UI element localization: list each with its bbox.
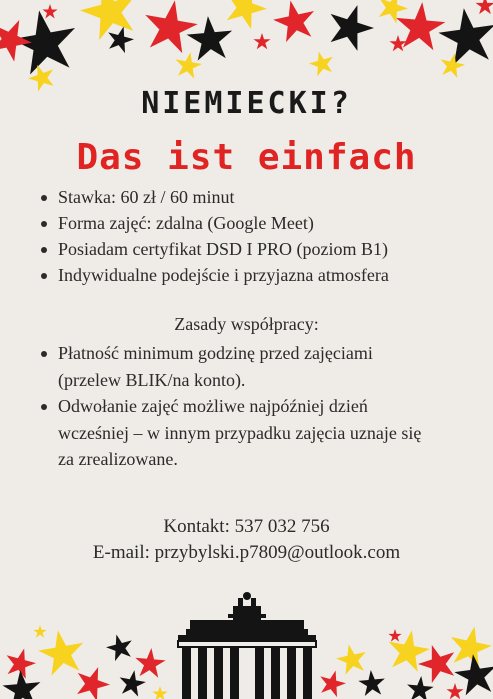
star-icon <box>104 631 136 662</box>
rules-list <box>37 340 421 473</box>
star-icon <box>134 647 167 678</box>
star-icon <box>173 50 204 80</box>
list-item <box>37 393 421 473</box>
star-icon <box>446 683 463 699</box>
star-icon <box>322 0 379 54</box>
contact-phone: Kontakt: 537 032 756 <box>163 516 330 537</box>
rule-line: (przelew BLIK/na konto). <box>58 369 246 390</box>
star-icon <box>389 35 406 51</box>
star-icon <box>219 0 272 32</box>
headline-question: NIEMIECKI? <box>141 86 352 121</box>
star-icon <box>33 625 46 638</box>
star-icon <box>140 0 201 55</box>
contact-email: E-mail: przybylski.p7809@outlook.com <box>92 542 401 563</box>
rule-line: za zrealizowane. <box>58 449 178 469</box>
star-icon <box>406 675 435 699</box>
headline-tagline: Das ist einfach <box>76 137 417 178</box>
star-icon <box>152 686 167 699</box>
star-icon <box>316 667 348 698</box>
star-icon <box>446 622 493 670</box>
list-item: Indywidualne podejście i przyjazna atmosfera <box>37 262 389 288</box>
star-icon <box>307 48 337 77</box>
star-icon <box>388 629 401 642</box>
star-icon <box>253 33 270 49</box>
star-icon <box>71 661 114 699</box>
star-icon <box>185 14 234 61</box>
rules-heading: Zasady współpracy: <box>174 314 319 334</box>
rule-line: wcześniej – w innym przypadku zajęcia uznaje się <box>58 422 422 443</box>
offer-list <box>37 184 389 288</box>
star-icon <box>475 0 493 14</box>
star-icon <box>75 0 144 43</box>
rule-line: Płatność minimum godzinę przed zajęciami <box>58 343 373 363</box>
star-icon <box>42 4 57 18</box>
list-item <box>37 340 421 393</box>
list-item: Stawka: 60 zł / 60 minut <box>37 184 389 210</box>
star-icon <box>35 626 87 677</box>
brandenburg-gate-icon <box>178 592 316 699</box>
list-item: Posiadam certyfikat DSD I PRO (poziom B1) <box>37 236 389 262</box>
rule-line: Odwołanie zajęć możliwe najpóźniej dzień <box>58 396 368 416</box>
top-stars <box>0 0 493 93</box>
star-icon <box>436 4 493 66</box>
star-icon <box>334 641 370 676</box>
list-item: Forma zajęć: zdalna (Google Meet) <box>37 210 389 236</box>
star-icon <box>270 0 319 44</box>
star-icon <box>358 669 387 697</box>
